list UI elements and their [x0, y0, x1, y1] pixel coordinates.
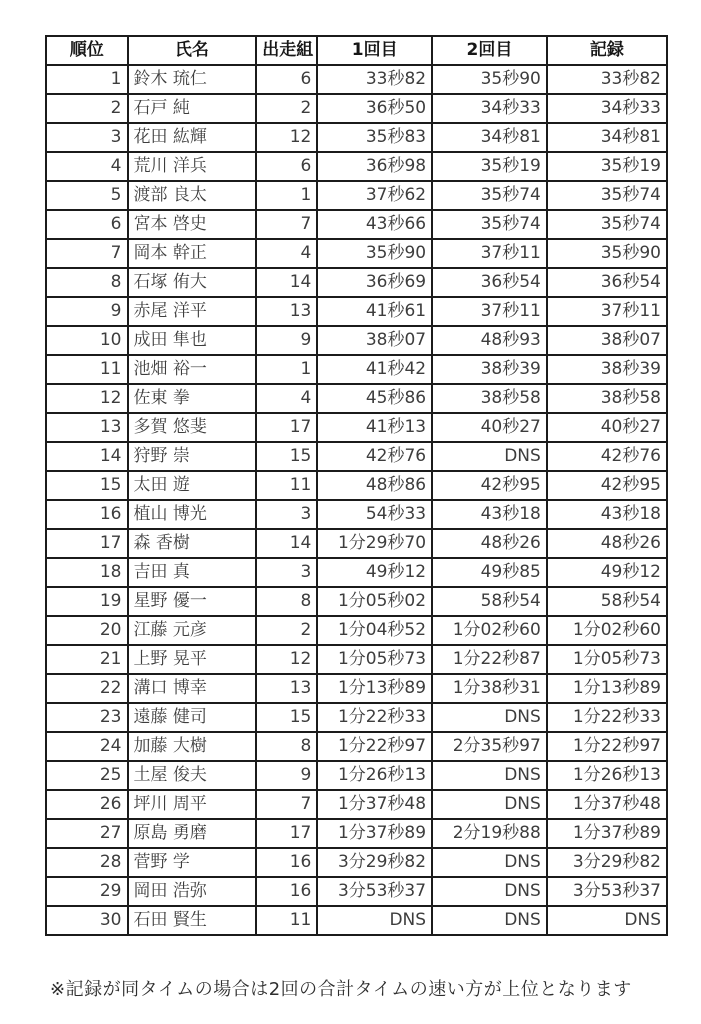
name-cell: 太田 遊 — [128, 471, 257, 500]
first-cell: 41秒61 — [317, 297, 432, 326]
first-cell: 1分13秒89 — [317, 674, 432, 703]
record-cell: 38秒58 — [547, 384, 667, 413]
group-cell: 17 — [256, 413, 317, 442]
group-cell: 3 — [256, 500, 317, 529]
group-cell: 12 — [256, 645, 317, 674]
table-row — [46, 210, 667, 239]
rank-cell: 30 — [46, 906, 128, 935]
table-row — [46, 94, 667, 123]
table-row — [46, 384, 667, 413]
record-cell: 1分13秒89 — [547, 674, 667, 703]
rank-cell: 28 — [46, 848, 128, 877]
record-cell: 43秒18 — [547, 500, 667, 529]
second-cell: 58秒54 — [432, 587, 547, 616]
rank-cell: 18 — [46, 558, 128, 587]
record-cell: 35秒74 — [547, 181, 667, 210]
second-cell: 48秒93 — [432, 326, 547, 355]
rank-cell: 20 — [46, 616, 128, 645]
table-row — [46, 616, 667, 645]
header-row — [46, 36, 667, 65]
second-cell: 34秒81 — [432, 123, 547, 152]
table-row — [46, 645, 667, 674]
group-cell: 1 — [256, 355, 317, 384]
first-cell: 3分29秒82 — [317, 848, 432, 877]
group-cell: 15 — [256, 442, 317, 471]
second-cell: 42秒95 — [432, 471, 547, 500]
first-cell: 35秒90 — [317, 239, 432, 268]
rank-cell: 17 — [46, 529, 128, 558]
name-cell: 星野 優一 — [128, 587, 257, 616]
rank-cell: 21 — [46, 645, 128, 674]
rank-cell: 23 — [46, 703, 128, 732]
second-cell: 34秒33 — [432, 94, 547, 123]
first-cell: 1分29秒70 — [317, 529, 432, 558]
first-cell: 36秒50 — [317, 94, 432, 123]
first-cell: 1分22秒33 — [317, 703, 432, 732]
table-row — [46, 239, 667, 268]
name-cell: 江藤 元彦 — [128, 616, 257, 645]
record-cell: 36秒54 — [547, 268, 667, 297]
table-row — [46, 819, 667, 848]
group-cell: 14 — [256, 268, 317, 297]
record-cell: 37秒11 — [547, 297, 667, 326]
rank-cell: 19 — [46, 587, 128, 616]
rank-cell: 8 — [46, 268, 128, 297]
rank-cell: 3 — [46, 123, 128, 152]
record-cell: 34秒81 — [547, 123, 667, 152]
table-row — [46, 877, 667, 906]
second-cell: 36秒54 — [432, 268, 547, 297]
first-cell: 41秒13 — [317, 413, 432, 442]
first-cell: 43秒66 — [317, 210, 432, 239]
first-cell: 1分05秒02 — [317, 587, 432, 616]
name-cell: 遠藤 健司 — [128, 703, 257, 732]
group-cell: 9 — [256, 326, 317, 355]
group-cell: 8 — [256, 732, 317, 761]
name-cell: 石田 賢生 — [128, 906, 257, 935]
first-cell: 3分53秒37 — [317, 877, 432, 906]
second-cell: 35秒90 — [432, 65, 547, 94]
group-cell: 11 — [256, 471, 317, 500]
group-cell: 4 — [256, 384, 317, 413]
name-cell: 上野 晃平 — [128, 645, 257, 674]
table-row — [46, 558, 667, 587]
rank-cell: 29 — [46, 877, 128, 906]
record-cell: DNS — [547, 906, 667, 935]
first-cell: 1分05秒73 — [317, 645, 432, 674]
name-cell: 佐東 拳 — [128, 384, 257, 413]
header-second: 2回目 — [432, 36, 547, 65]
name-cell: 石塚 侑大 — [128, 268, 257, 297]
rank-cell: 27 — [46, 819, 128, 848]
group-cell: 9 — [256, 761, 317, 790]
name-cell: 狩野 崇 — [128, 442, 257, 471]
table-row — [46, 268, 667, 297]
record-cell: 42秒76 — [547, 442, 667, 471]
first-cell: 48秒86 — [317, 471, 432, 500]
second-cell: 35秒74 — [432, 181, 547, 210]
rank-cell: 26 — [46, 790, 128, 819]
header-first: 1回目 — [317, 36, 432, 65]
record-cell: 35秒19 — [547, 152, 667, 181]
record-cell: 1分37秒89 — [547, 819, 667, 848]
second-cell: 49秒85 — [432, 558, 547, 587]
name-cell: 池畑 裕一 — [128, 355, 257, 384]
table-row — [46, 181, 667, 210]
table-row — [46, 906, 667, 935]
second-cell: DNS — [432, 761, 547, 790]
table-row — [46, 703, 667, 732]
name-cell: 荒川 洋兵 — [128, 152, 257, 181]
name-cell: 成田 隼也 — [128, 326, 257, 355]
second-cell: DNS — [432, 848, 547, 877]
group-cell: 11 — [256, 906, 317, 935]
rank-cell: 11 — [46, 355, 128, 384]
name-cell: 渡部 良太 — [128, 181, 257, 210]
name-cell: 土屋 俊夫 — [128, 761, 257, 790]
table-row — [46, 152, 667, 181]
second-cell: 1分22秒87 — [432, 645, 547, 674]
group-cell: 7 — [256, 210, 317, 239]
rank-cell: 16 — [46, 500, 128, 529]
name-cell: 森 香樹 — [128, 529, 257, 558]
name-cell: 宮本 啓史 — [128, 210, 257, 239]
first-cell: 41秒42 — [317, 355, 432, 384]
name-cell: 坪川 周平 — [128, 790, 257, 819]
second-cell: DNS — [432, 790, 547, 819]
name-cell: 菅野 学 — [128, 848, 257, 877]
table-row — [46, 65, 667, 94]
group-cell: 13 — [256, 674, 317, 703]
rank-cell: 13 — [46, 413, 128, 442]
group-cell: 14 — [256, 529, 317, 558]
second-cell: 43秒18 — [432, 500, 547, 529]
rank-cell: 14 — [46, 442, 128, 471]
name-cell: 溝口 博幸 — [128, 674, 257, 703]
group-cell: 4 — [256, 239, 317, 268]
second-cell: DNS — [432, 877, 547, 906]
first-cell: 1分37秒89 — [317, 819, 432, 848]
first-cell: 49秒12 — [317, 558, 432, 587]
group-cell: 6 — [256, 65, 317, 94]
header-group: 出走組 — [256, 36, 317, 65]
name-cell: 石戸 純 — [128, 94, 257, 123]
first-cell: 1分22秒97 — [317, 732, 432, 761]
rank-cell: 6 — [46, 210, 128, 239]
results-table — [45, 35, 668, 936]
record-cell: 1分26秒13 — [547, 761, 667, 790]
name-cell: 吉田 真 — [128, 558, 257, 587]
table-row — [46, 500, 667, 529]
table-row — [46, 355, 667, 384]
first-cell: 42秒76 — [317, 442, 432, 471]
table-row — [46, 297, 667, 326]
second-cell: 35秒19 — [432, 152, 547, 181]
first-cell: 1分37秒48 — [317, 790, 432, 819]
rank-cell: 10 — [46, 326, 128, 355]
second-cell: 2分35秒97 — [432, 732, 547, 761]
first-cell: 45秒86 — [317, 384, 432, 413]
table-row — [46, 732, 667, 761]
second-cell: 1分02秒60 — [432, 616, 547, 645]
first-cell: 37秒62 — [317, 181, 432, 210]
table-row — [46, 790, 667, 819]
rank-cell: 5 — [46, 181, 128, 210]
footnote: ※記録が同タイムの場合は2回の合計タイムの速い方が上位となります — [50, 979, 632, 1000]
second-cell: DNS — [432, 442, 547, 471]
table-row — [46, 761, 667, 790]
table-row — [46, 123, 667, 152]
table-row — [46, 326, 667, 355]
name-cell: 原島 勇磨 — [128, 819, 257, 848]
second-cell: DNS — [432, 906, 547, 935]
group-cell: 8 — [256, 587, 317, 616]
name-cell: 岡田 浩弥 — [128, 877, 257, 906]
group-cell: 3 — [256, 558, 317, 587]
record-cell: 40秒27 — [547, 413, 667, 442]
rank-cell: 12 — [46, 384, 128, 413]
record-cell: 38秒39 — [547, 355, 667, 384]
rank-cell: 7 — [46, 239, 128, 268]
header-rank: 順位 — [46, 36, 128, 65]
second-cell: DNS — [432, 703, 547, 732]
record-cell: 35秒74 — [547, 210, 667, 239]
name-cell: 植山 博光 — [128, 500, 257, 529]
second-cell: 37秒11 — [432, 239, 547, 268]
first-cell: 54秒33 — [317, 500, 432, 529]
second-cell: 38秒39 — [432, 355, 547, 384]
record-cell: 35秒90 — [547, 239, 667, 268]
rank-cell: 25 — [46, 761, 128, 790]
name-cell: 赤尾 洋平 — [128, 297, 257, 326]
first-cell: 1分26秒13 — [317, 761, 432, 790]
rank-cell: 15 — [46, 471, 128, 500]
record-cell: 1分22秒97 — [547, 732, 667, 761]
group-cell: 6 — [256, 152, 317, 181]
table-row — [46, 529, 667, 558]
record-cell: 34秒33 — [547, 94, 667, 123]
first-cell: 33秒82 — [317, 65, 432, 94]
name-cell: 岡本 幹正 — [128, 239, 257, 268]
record-cell: 3分29秒82 — [547, 848, 667, 877]
first-cell: DNS — [317, 906, 432, 935]
first-cell: 35秒83 — [317, 123, 432, 152]
rank-cell: 9 — [46, 297, 128, 326]
name-cell: 多賀 悠斐 — [128, 413, 257, 442]
group-cell: 16 — [256, 877, 317, 906]
group-cell: 7 — [256, 790, 317, 819]
name-cell: 花田 紘輝 — [128, 123, 257, 152]
header-record: 記録 — [547, 36, 667, 65]
record-cell: 1分37秒48 — [547, 790, 667, 819]
group-cell: 12 — [256, 123, 317, 152]
record-cell: 1分05秒73 — [547, 645, 667, 674]
rank-cell: 22 — [46, 674, 128, 703]
name-cell: 加藤 大樹 — [128, 732, 257, 761]
record-cell: 42秒95 — [547, 471, 667, 500]
table-row — [46, 413, 667, 442]
record-cell: 48秒26 — [547, 529, 667, 558]
first-cell: 38秒07 — [317, 326, 432, 355]
record-cell: 1分02秒60 — [547, 616, 667, 645]
first-cell: 36秒98 — [317, 152, 432, 181]
rank-cell: 4 — [46, 152, 128, 181]
record-cell: 49秒12 — [547, 558, 667, 587]
second-cell: 40秒27 — [432, 413, 547, 442]
group-cell: 13 — [256, 297, 317, 326]
second-cell: 2分19秒88 — [432, 819, 547, 848]
first-cell: 1分04秒52 — [317, 616, 432, 645]
second-cell: 48秒26 — [432, 529, 547, 558]
first-cell: 36秒69 — [317, 268, 432, 297]
header-name: 氏名 — [128, 36, 257, 65]
second-cell: 38秒58 — [432, 384, 547, 413]
table-row — [46, 848, 667, 877]
group-cell: 1 — [256, 181, 317, 210]
rank-cell: 24 — [46, 732, 128, 761]
record-cell: 3分53秒37 — [547, 877, 667, 906]
record-cell: 58秒54 — [547, 587, 667, 616]
second-cell: 37秒11 — [432, 297, 547, 326]
name-cell: 鈴木 琉仁 — [128, 65, 257, 94]
group-cell: 2 — [256, 616, 317, 645]
second-cell: 35秒74 — [432, 210, 547, 239]
table-row — [46, 674, 667, 703]
record-cell: 38秒07 — [547, 326, 667, 355]
group-cell: 2 — [256, 94, 317, 123]
group-cell: 16 — [256, 848, 317, 877]
record-cell: 33秒82 — [547, 65, 667, 94]
rank-cell: 2 — [46, 94, 128, 123]
record-cell: 1分22秒33 — [547, 703, 667, 732]
group-cell: 17 — [256, 819, 317, 848]
table-row — [46, 587, 667, 616]
table-row — [46, 442, 667, 471]
group-cell: 15 — [256, 703, 317, 732]
results-body — [46, 65, 667, 935]
rank-cell: 1 — [46, 65, 128, 94]
second-cell: 1分38秒31 — [432, 674, 547, 703]
table-row — [46, 471, 667, 500]
